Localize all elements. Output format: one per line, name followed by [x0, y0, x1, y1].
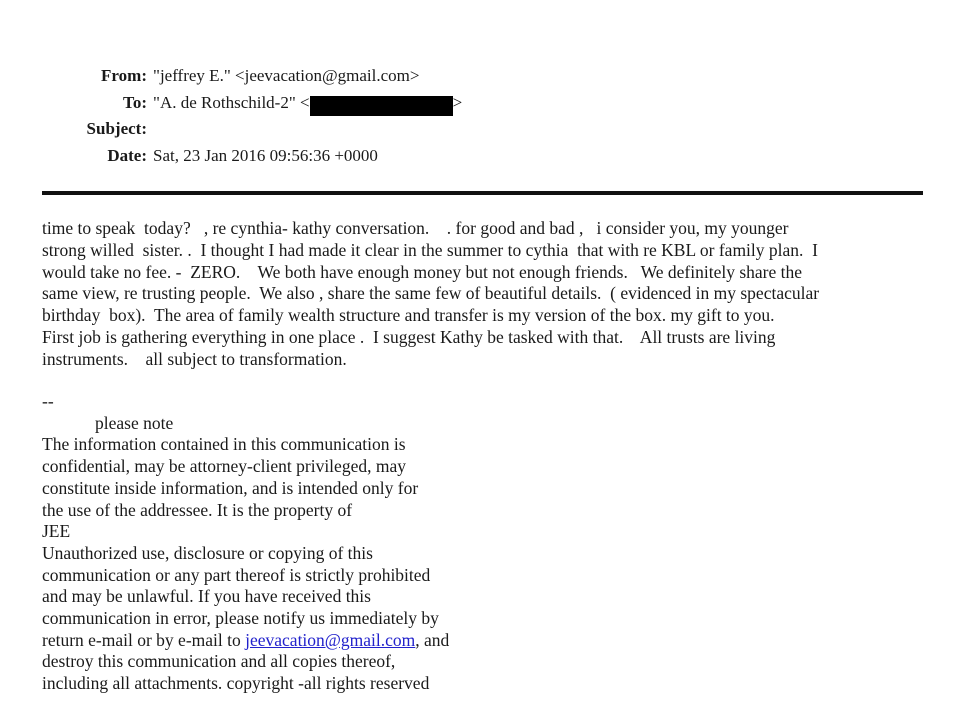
from-label: From: [101, 66, 147, 85]
header-row-date [35, 143, 462, 170]
disclaimer-line: destroy this communication and all copies thereof, [42, 651, 396, 672]
please-note-line: please note [95, 412, 174, 433]
date-value: Sat, 23 Jan 2016 09:56:36 +0000 [153, 145, 378, 165]
subject-label: Subject: [86, 119, 147, 138]
date-label: Date: [107, 145, 147, 165]
disclaimer-line: JEE [42, 521, 71, 542]
signature-disclaimer [42, 391, 562, 695]
email-header-block [35, 63, 462, 169]
to-value-prefix: "A. de Rothschild-2" < [153, 92, 310, 112]
email-link[interactable]: jeevacation@gmail.com [245, 629, 416, 650]
body-line: First job is gathering everything in one place . I suggest Kathy be tasked with that. All trusts are living [42, 326, 776, 347]
message-body [42, 218, 942, 371]
disclaimer-line: constitute inside information, and is intended only for [42, 477, 419, 498]
signature-delimiter: -- [42, 391, 54, 411]
to-value-suffix: > [452, 92, 463, 112]
disclaimer-line: the use of the addressee. It is the property of [42, 499, 353, 520]
header-row-to [35, 90, 462, 117]
disclaimer-line: Unauthorized use, disclosure or copying of this [42, 542, 373, 563]
body-line: instruments. all subject to transformation. [42, 348, 347, 369]
body-line: would take no fee. - ZERO. We both have enough money but not enough friends. We definitely share the [42, 261, 803, 282]
disclaimer-line: confidential, may be attorney-client privileged, may [42, 456, 406, 477]
disclaimer-line: including all attachments. copyright -all rights reserved [42, 673, 430, 694]
body-line: strong willed sister. . I thought I had made it clear in the summer to cythia that with re KBL or family plan. I [42, 239, 818, 260]
link-line-suffix: , and [415, 629, 450, 650]
disclaimer-line: communication or any part thereof is strictly prohibited [42, 564, 431, 585]
from-value: "jeffrey E." <jeevacation@gmail.com> [153, 66, 420, 85]
header-row-subject [35, 116, 462, 143]
disclaimer-line: and may be unlawful. If you have received this [42, 586, 371, 607]
header-separator-rule [42, 191, 923, 195]
disclaimer-line: The information contained in this communication is [42, 434, 406, 455]
link-line-prefix: return e-mail or by e-mail to [42, 629, 246, 650]
header-row-from [35, 63, 462, 90]
disclaimer-line: communication in error, please notify us immediately by [42, 608, 439, 629]
body-line: birthday box). The area of family wealth structure and transfer is my version of the box. my gift to you. [42, 305, 775, 326]
body-line: time to speak today? , re cynthia- kathy conversation. . for good and bad , i consider you, my younger [42, 218, 789, 238]
redaction-bar [310, 96, 453, 116]
to-value [147, 90, 462, 117]
body-line: same view, re trusting people. We also , share the same few of beautiful details. ( evidenced in my spectacular [42, 283, 820, 304]
disclaimer-link-line [42, 630, 562, 652]
to-label: To: [123, 92, 147, 112]
